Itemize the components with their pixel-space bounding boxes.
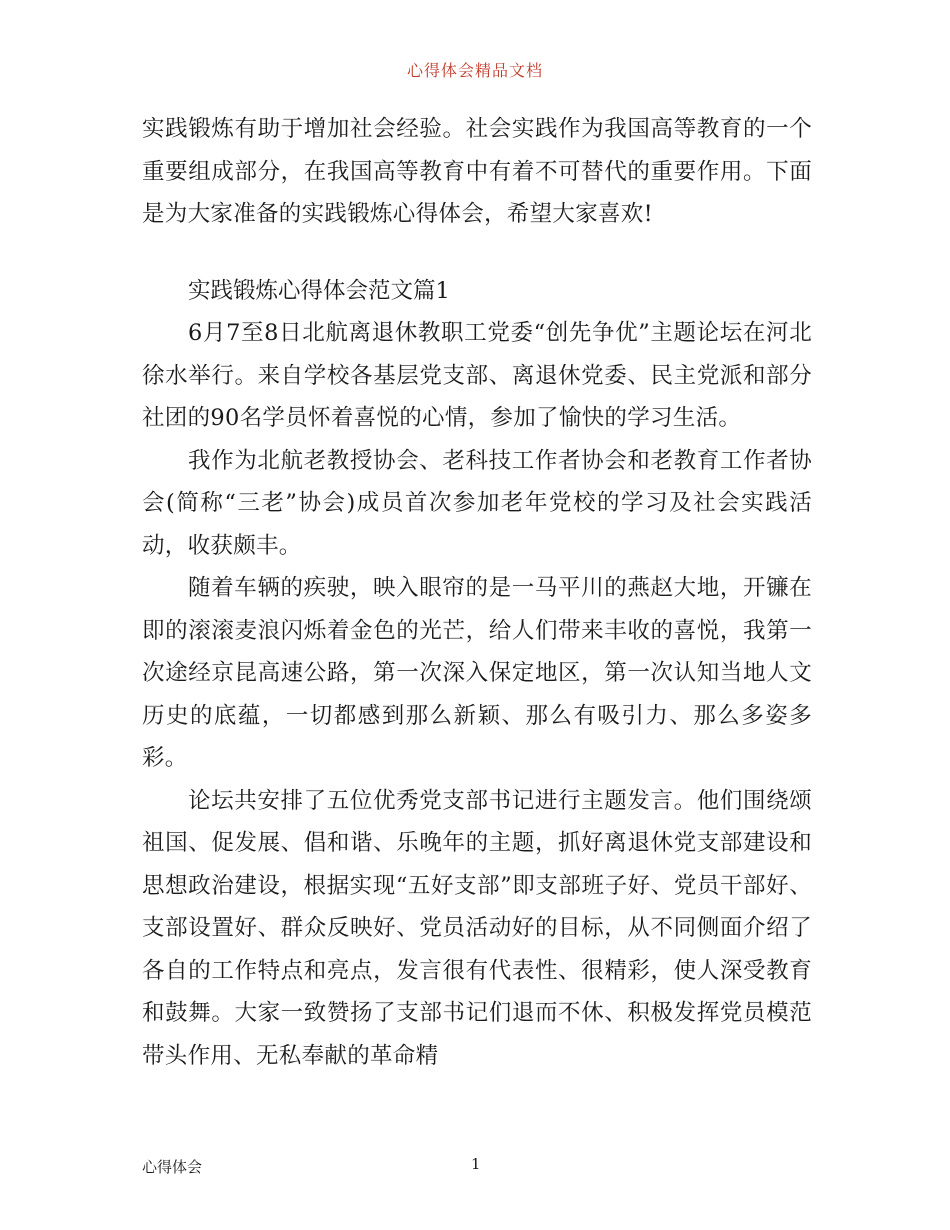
document-body: [142, 108, 812, 1077]
document-header-title: 心得体会精品文档: [406, 61, 543, 80]
body-paragraph-4: 论坛共安排了五位优秀党支部书记进行主题发言。他们围绕颂祖国、促发展、倡和谐、乐晚年的主题，抓好离退休党支部建设和思想政治建设，根据实现“五好支部”即支部班子好、党员干部好、支部设置好、群众反映好、党员活动好的目标，从不同侧面介绍了各自的工作特点和亮点，发言很有代表性、很精彩，使人深受教育和鼓舞。大家一致赞扬了支部书记们退而不休、积极发挥党员模范带头作用、无私奉献的革命精: [142, 787, 812, 1069]
body-paragraph-1: 6月7至8日北航离退休教职工党委“创先争优”主题论坛在河北徐水举行。来自学校各基层党支部、离退休党委、民主党派和部分社团的90名学员怀着喜悦的心情，参加了愉快的学习生活。: [142, 320, 812, 431]
body-paragraph-3: 随着车辆的疾驶，映入眼帘的是一马平川的燕赵大地，开镰在即的滚滚麦浪闪烁着金色的光芒，给人们带来丰收的喜悦，我第一次途经京昆高速公路，第一次深入保定地区，第一次认知当地人文历史的底蕴，一切都感到那么新颖、那么有吸引力、那么多姿多彩。: [142, 575, 812, 771]
intro-paragraph: 实践锻炼有助于增加社会经验。社会实践作为我国高等教育的一个重要组成部分，在我国高等教育中有着不可替代的重要作用。下面是为大家准备的实践锻炼心得体会，希望大家喜欢!: [142, 116, 812, 227]
section-heading: 实践锻炼心得体会范文篇1: [188, 277, 450, 304]
page-number: 1: [471, 1155, 481, 1173]
body-paragraph-2: 我作为北航老教授协会、老科技工作者协会和老教育工作者协会(简称“三老”协会)成员首次参加老年党校的学习及社会实践活动，收获颇丰。: [142, 447, 812, 559]
footer-label: 心得体会: [142, 1158, 203, 1176]
